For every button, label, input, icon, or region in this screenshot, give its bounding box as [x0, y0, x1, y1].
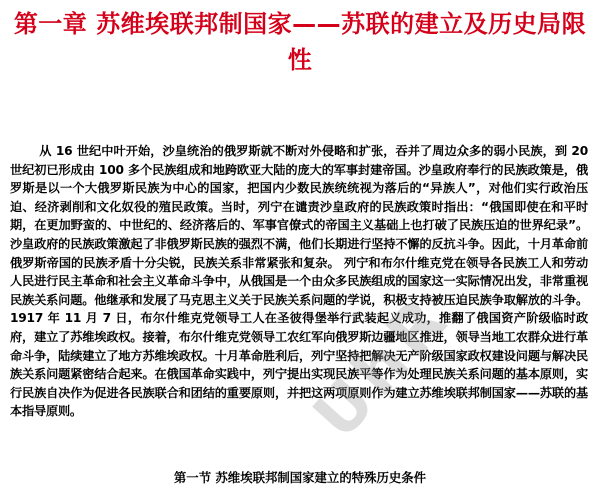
watermark: UhR [299, 281, 466, 453]
body-paragraph: 从 16 世纪中叶开始，沙皇统治的俄罗斯就不断对外侵略和扩张，吞并了周边众多的弱小民族，到 20 世纪初已形成由 100 多个民族组成和地跨欧亚大陆的庞大的军事封建帝国。沙皇政府奉行的民族政策是，俄罗斯是以一个大俄罗斯民族为中心的国家，把国内少数民族统统视为落后的“异族人”，对他们实行政治压迫、经济剥削和文化奴役的殖民政策。当时，列宁在谴责沙皇政府的民族政策时指出：“俄国即使在和平时期，在更加野蛮的、中世纪的、经济落后的、军事官僚式的帝国主义基础上也打破了民族压迫的世界纪录”。沙皇政府的民族政策激起了非俄罗斯民族的强烈不满，他们长期进行坚持不懈的反抗斗争。因此，十月革命前俄罗斯帝国的民族矛盾十分尖锐，民族关系非常紧张和复杂。 列宁和布尔什维克党在领导各民族工人和劳动人民进行民主革命和社会主义革命斗争中，从俄国是一个由众多民族组成的国家这一实际情况出发，非常重视民族关系问题。他继承和发展了马克思主义关于民族关系问题的学说，积极支持被压迫民族争取解放的斗争。1917 年 11 月 7 日，布尔什维克党领导工人在圣彼得堡举行武装起义成功，推翻了俄国资产阶级临时政府，建立了苏维埃政权。接着，布尔什维克党领导工农红军向俄罗斯边疆地区推进，领导当地工农群众进行革命斗争，陆续建立了地方苏维埃政权。十月革命胜利后，列宁坚持把解决无产阶级国家政权建设问题与解决民族关系问题紧密结合起来。在俄国革命实践中，列宁提出实现民族平等作为处理民族关系问题的基本原则，实行民族自决作为促进各民族联合和团结的重要原则，并把这两项原则作为建立苏维埃联邦制国家——苏联的基本指导原则。 [10, 144, 588, 419]
section-heading: 第一节 苏维埃联邦制国家建立的特殊历史条件 [173, 470, 427, 485]
chapter-title: 第一章 苏维埃联邦制国家——苏联的建立及历史局限性 [13, 10, 587, 74]
